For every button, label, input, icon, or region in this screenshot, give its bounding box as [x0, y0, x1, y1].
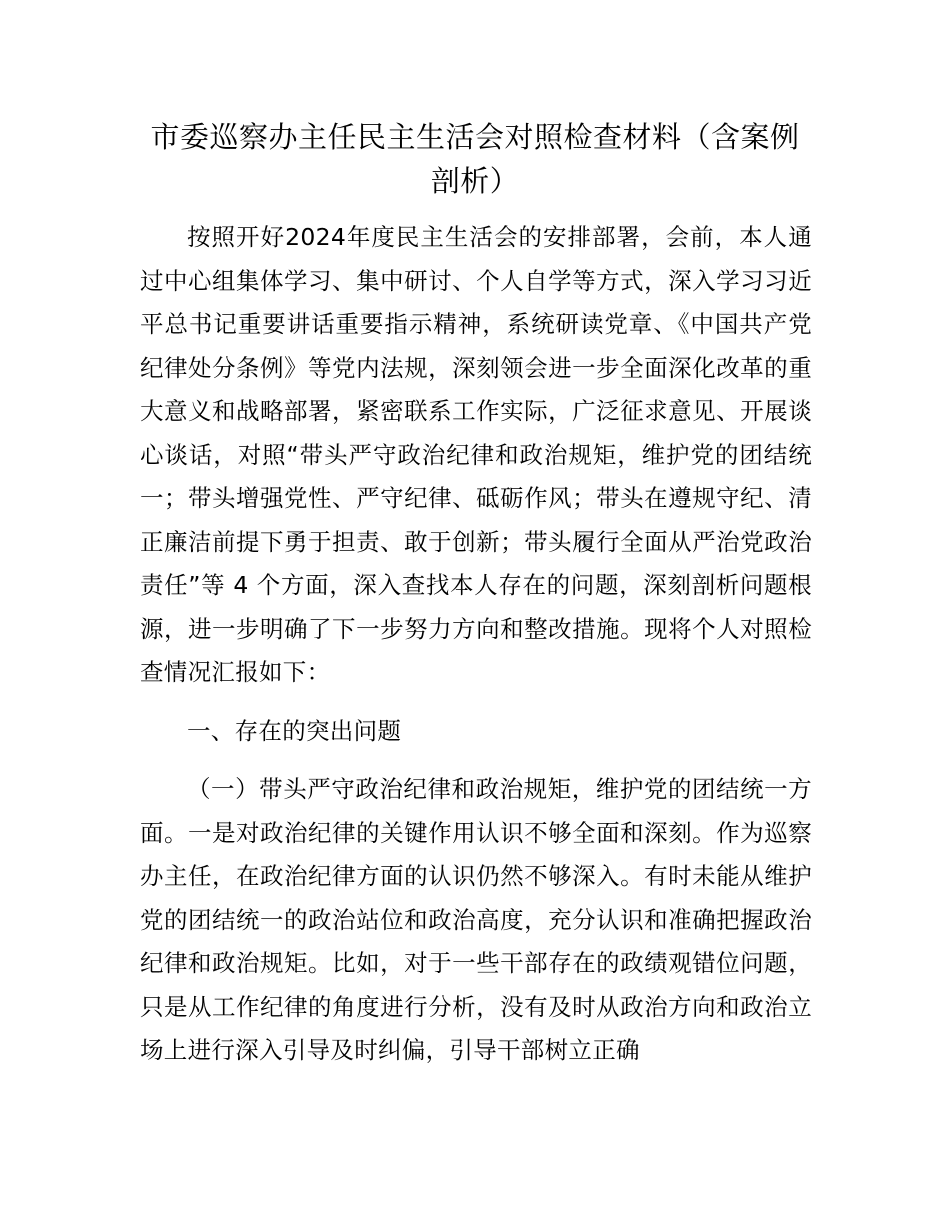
section-paragraph: （一）带头严守政治纪律和政治规矩，维护党的团结统一方面。一是对政治纪律的关键作用认识不够全面和深刻。作为巡察办主任，在政治纪律方面的认识仍然不够深入。有时未能从维护党的团结统一的政治站位和政治高度，充分认识和准确把握政治纪律和政治规矩。比如，对于一些干部存在的政绩观错位问题，只是从工作纪律的角度进行分析，没有及时从政治方向和政治立场上进行深入引导及时纠偏，引导干部树立正确 [140, 775, 812, 1064]
document-title: 市委巡察办主任民主生活会对照检查材料（含案例剖析） [150, 120, 800, 198]
paragraph-gap [140, 695, 812, 701]
section-heading: 一、存在的突出问题 [187, 716, 402, 745]
document-body [140, 216, 812, 1073]
intro-paragraph: 按照开好2024年度民主生活会的安排部署，会前，本人通过中心组集体学习、集中研讨、个人自学等方式，深入学习习近平总书记重要讲话重要指示精神，系统研读党章、《中国共产党纪律处分条例》等党内法规，深刻领会进一步全面深化改革的重大意义和战略部署，紧密联系工作实际，广泛征求意见、开展谈心谈话，对照“带头严守政治纪律和政治规矩，维护党的团结统一；带头增强党性、严守纪律、砥砺作风；带头在遵规守纪、清正廉洁前提下勇于担责、敢于创新；带头履行全面从严治党政治责任”等 4 个方面，深入查找本人存在的问题，深刻剖析问题根源，进一步明确了下一步努力方向和整改措施。现将个人对照检查情况汇报如下： [140, 223, 812, 686]
